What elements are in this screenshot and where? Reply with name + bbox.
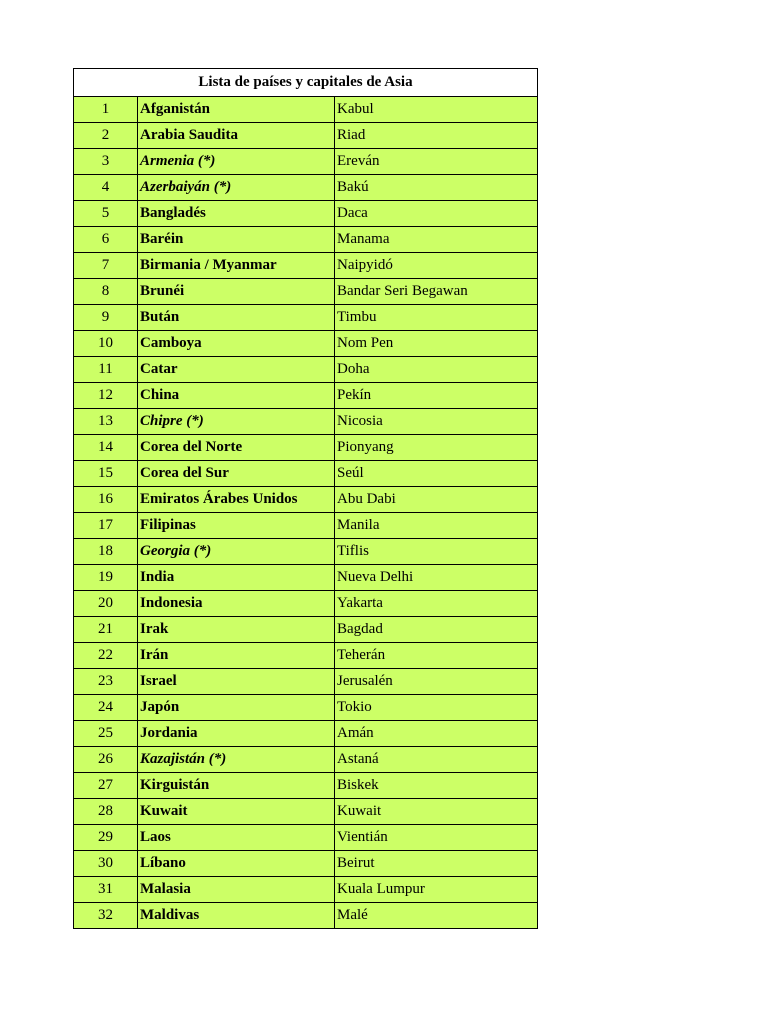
row-number-cell[interactable]: 1 [74,97,138,123]
row-number-cell[interactable]: 5 [74,201,138,227]
row-number-cell[interactable]: 10 [74,331,138,357]
capital-cell[interactable]: Riad [335,123,538,149]
row-number-cell[interactable]: 7 [74,253,138,279]
capital-cell[interactable]: Doha [335,357,538,383]
country-cell[interactable]: Baréin [138,227,335,253]
table-row [74,149,538,175]
row-number-cell[interactable]: 25 [74,721,138,747]
table-row [74,461,538,487]
row-number-cell[interactable]: 3 [74,149,138,175]
table-row [74,123,538,149]
table-row [74,747,538,773]
table-row [74,513,538,539]
capital-cell[interactable]: Vientián [335,825,538,851]
row-number-cell[interactable]: 22 [74,643,138,669]
country-cell[interactable]: Brunéi [138,279,335,305]
table-row [74,227,538,253]
table-row [74,825,538,851]
table-title: Lista de países y capitales de Asia [74,69,538,97]
country-cell[interactable]: Kazajistán (*) [138,747,335,773]
country-cell[interactable]: Laos [138,825,335,851]
country-cell[interactable]: China [138,383,335,409]
capital-cell[interactable]: Bagdad [335,617,538,643]
row-number-cell[interactable]: 18 [74,539,138,565]
table-row [74,409,538,435]
capital-cell[interactable]: Yakarta [335,591,538,617]
country-cell[interactable]: Corea del Norte [138,435,335,461]
table-row [74,851,538,877]
table-row [74,305,538,331]
table-row [74,253,538,279]
country-cell[interactable]: Maldivas [138,903,335,929]
country-cell[interactable]: Georgia (*) [138,539,335,565]
country-cell[interactable]: Japón [138,695,335,721]
capital-cell[interactable]: Nueva Delhi [335,565,538,591]
table-body [74,97,538,929]
row-number-cell[interactable]: 15 [74,461,138,487]
title-row [74,69,538,97]
capital-cell[interactable]: Nicosia [335,409,538,435]
capital-cell[interactable]: Tiflis [335,539,538,565]
country-cell[interactable]: Bután [138,305,335,331]
row-number-cell[interactable]: 11 [74,357,138,383]
country-cell[interactable]: Bangladés [138,201,335,227]
country-cell[interactable]: Kuwait [138,799,335,825]
table-row [74,357,538,383]
capital-cell[interactable]: Manama [335,227,538,253]
country-cell[interactable]: Israel [138,669,335,695]
table-row [74,97,538,123]
capital-cell[interactable]: Tokio [335,695,538,721]
capital-cell[interactable]: Kuala Lumpur [335,877,538,903]
row-number-cell[interactable]: 17 [74,513,138,539]
table-row [74,331,538,357]
capital-cell[interactable]: Timbu [335,305,538,331]
row-number-cell[interactable]: 31 [74,877,138,903]
table-row [74,695,538,721]
row-number-cell[interactable]: 14 [74,435,138,461]
capital-cell[interactable]: Naipyidó [335,253,538,279]
country-cell[interactable]: Emiratos Árabes Unidos [138,487,335,513]
row-number-cell[interactable]: 24 [74,695,138,721]
row-number-cell[interactable]: 21 [74,617,138,643]
row-number-cell[interactable]: 30 [74,851,138,877]
country-cell[interactable]: Irán [138,643,335,669]
row-number-cell[interactable]: 8 [74,279,138,305]
table-row [74,435,538,461]
row-number-cell[interactable]: 13 [74,409,138,435]
row-number-cell[interactable]: 26 [74,747,138,773]
row-number-cell[interactable]: 16 [74,487,138,513]
row-number-cell[interactable]: 12 [74,383,138,409]
capital-cell[interactable]: Astaná [335,747,538,773]
row-number-cell[interactable]: 4 [74,175,138,201]
table-row [74,799,538,825]
country-cell[interactable]: Filipinas [138,513,335,539]
capital-cell[interactable]: Kabul [335,97,538,123]
table-row [74,643,538,669]
table-row [74,565,538,591]
row-number-cell[interactable]: 23 [74,669,138,695]
table-row [74,175,538,201]
table-row [74,617,538,643]
row-number-cell[interactable]: 6 [74,227,138,253]
capital-cell[interactable]: Teherán [335,643,538,669]
row-number-cell[interactable]: 27 [74,773,138,799]
country-cell[interactable]: Chipre (*) [138,409,335,435]
table-row [74,903,538,929]
country-cell[interactable]: Azerbaiyán (*) [138,175,335,201]
capital-cell[interactable]: Bakú [335,175,538,201]
table-row [74,591,538,617]
capital-cell[interactable]: Malé [335,903,538,929]
row-number-cell[interactable]: 9 [74,305,138,331]
country-cell[interactable]: Kirguistán [138,773,335,799]
table-row [74,669,538,695]
capital-cell[interactable]: Jerusalén [335,669,538,695]
capital-cell[interactable]: Bandar Seri Begawan [335,279,538,305]
country-cell[interactable]: Camboya [138,331,335,357]
table-row [74,877,538,903]
capital-cell[interactable]: Biskek [335,773,538,799]
capital-cell[interactable]: Kuwait [335,799,538,825]
country-cell[interactable]: Armenia (*) [138,149,335,175]
table-row [74,773,538,799]
capital-cell[interactable]: Pekín [335,383,538,409]
country-cell[interactable]: Arabia Saudita [138,123,335,149]
country-cell[interactable]: Catar [138,357,335,383]
row-number-cell[interactable]: 28 [74,799,138,825]
countries-table [73,68,538,929]
capital-cell[interactable]: Beirut [335,851,538,877]
table-row [74,279,538,305]
country-cell[interactable]: Indonesia [138,591,335,617]
spreadsheet [73,68,537,929]
country-cell[interactable]: Corea del Sur [138,461,335,487]
capital-cell[interactable]: Manila [335,513,538,539]
capital-cell[interactable]: Ereván [335,149,538,175]
country-cell[interactable]: Jordania [138,721,335,747]
country-cell[interactable]: Irak [138,617,335,643]
table-row [74,539,538,565]
table-row [74,383,538,409]
capital-cell[interactable]: Daca [335,201,538,227]
capital-cell[interactable]: Abu Dabi [335,487,538,513]
country-cell[interactable]: Birmania / Myanmar [138,253,335,279]
row-number-cell[interactable]: 32 [74,903,138,929]
capital-cell[interactable]: Nom Pen [335,331,538,357]
table-row [74,721,538,747]
country-cell[interactable]: Líbano [138,851,335,877]
row-number-cell[interactable]: 2 [74,123,138,149]
capital-cell[interactable]: Pionyang [335,435,538,461]
table-row [74,487,538,513]
row-number-cell[interactable]: 29 [74,825,138,851]
row-number-cell[interactable]: 20 [74,591,138,617]
table-row [74,201,538,227]
country-cell[interactable]: India [138,565,335,591]
capital-cell[interactable]: Amán [335,721,538,747]
country-cell[interactable]: Malasia [138,877,335,903]
country-cell[interactable]: Afganistán [138,97,335,123]
capital-cell[interactable]: Seúl [335,461,538,487]
row-number-cell[interactable]: 19 [74,565,138,591]
